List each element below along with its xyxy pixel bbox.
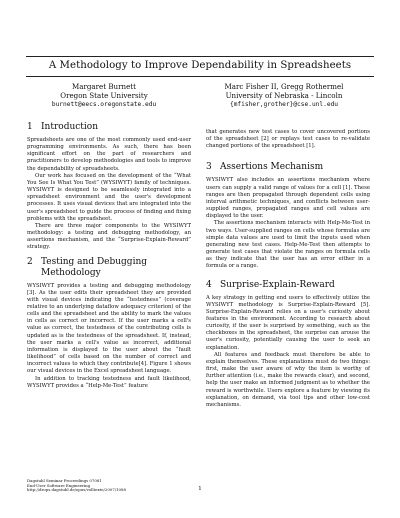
author-name: Marc Fisher II, Gregg Rothermel [224,82,344,91]
author-email[interactable]: {mfisher,grother}@cse.unl.edu [229,101,339,108]
footer-line: Dagstuhl Seminar Proceedings 07081 [27,478,102,483]
author-name: Margaret Burnett [72,82,136,91]
title-rule-bottom [26,76,374,77]
section-number: 3 [206,162,212,173]
paragraph: WYSIWYT also includes an assertions mechanism where users can supply a valid range of values for a cell [1]. These ranges are then propagated through dependent cells using interval arithmetic techniques, and conflicts between user-supplied ranges, propagated ranges and cell values are displayed to the user. [206,177,370,220]
author-email[interactable]: burnett@eecs.oregonstate.edu [51,101,157,108]
section-heading-testing [27,257,191,279]
paragraph: The assertions mechanism interacts with Help-Me-Test in two ways. User-supplied ranges on cells whose formulas are simple data values are used to limit the inputs used when generating new test cases. Help-Me-Test then attempts to generate test cases that violate the ranges on formula cells as they indicate that the user has an error either in a formula or a range. [206,220,370,270]
title-rule-top [26,56,374,57]
paragraph: There are three major components to the WYSIWYT methodology: a testing and debugging methodology, an assertions mechanism, and the “Surprise-Explain-Reward” strategy. [27,222,191,251]
section-title: Introduction [41,122,98,132]
paragraph: WYSIWYT provides a testing and debugging methodology [3]. As the user edits their spreadsheet they are provided with visual devices indicating the “testedness” (coverage relative to an underlying dataflow adequacy criterion) of the cells and the spreadsheet and the ability to mark the values in cells as correct or incorrect. If the user marks a cell's value as correct, the testedness of the contributing cells is updated as is the testedness of the spreadsheet. If, instead, the user marks a cell's value as incorrect, additional information is displayed to the user about the “fault likelihood” of cells based on the number of correct and incorrect values to which they contribute[4]. Figure 1 shows our visual devices in the Excel spreadsheet language. [27,282,191,375]
paragraph: A key strategy in getting end users to effectively utilize the WYSIWYT methodology is Surprise-Explain-Reward [5]. Surprise-Explain-Reward relies on a user's curiosity about features in the environment. According to research about curiosity, if the user is surprised by something, such as the checkboxes in the spreadsheet, the surprise can arouse the user's curiosity, potentially causing the user to seek an explanation. [206,294,370,351]
section-number: 4 [206,279,212,290]
section-heading-surprise [206,280,370,291]
paper-title: A Methodology to Improve Dependability in Spreadsheets [48,60,352,71]
section-title-line2: Methodology [41,267,101,278]
left-column [27,122,191,390]
author-block-2 [209,82,359,109]
author-affiliation: Oregon State University [60,91,148,100]
page-number: 1 [198,486,202,492]
section-number: 2 [27,256,33,267]
paragraph: In addition to tracking testedness and fault likelihood, WYSIWYT provides a “Help-Me-Test” feature [27,375,191,389]
footer-line: End-User Software Engineering [27,482,91,488]
section-heading-assertions [206,162,370,173]
section-title-line1: Testing and Debugging [41,256,148,267]
section-number: 1 [27,122,33,132]
section-heading-introduction [27,122,191,133]
paragraph: All features and feedback must therefore be able to explain themselves. These explanations must do two things: first, make the user aware of why the item is worthy of further attention (i.e., make the rewards clear), and second, help the user make an informed judgment as to whether the reward is worthwhile. Users explore a feature by viewing its explanation, on demand, via tool tips and other low-cost mechanisms. [206,351,370,408]
footer-url[interactable]: http://drops.dagstuhl.de/opus/volltexte/2007/1088 [27,487,126,493]
paragraph: Our work has focused on the development of the “What You See Is What You Test” (WYSIWYT) family of techniques. WYSIWYT is designed to be seamlessly integrated into a spreadsheet environment and the user's development processes. It uses visual devices that are integrated into the user's spreadsheet to guide the process of finding and fixing problems with the spreadsheet. [27,172,191,222]
section-title: Surprise-Explain-Reward [220,279,335,290]
paragraph: that generates new test cases to cover uncovered portions of the spreadsheet [2] or replays test cases to re-validate changed portions of the spreadsheet [1]. [206,129,370,150]
paragraph: Spreadsheets are one of the most commonly used end-user programming environments. As such, there has been significant effort on the part of researchers and practitioners to develop methodologies and tools to improve the dependability of spreadsheets. [27,137,191,172]
author-block-1 [29,82,179,109]
author-affiliation: University of Nebraska - Lincoln [225,91,343,100]
section-title: Assertions Mechanism [220,162,324,173]
right-column [206,129,370,409]
